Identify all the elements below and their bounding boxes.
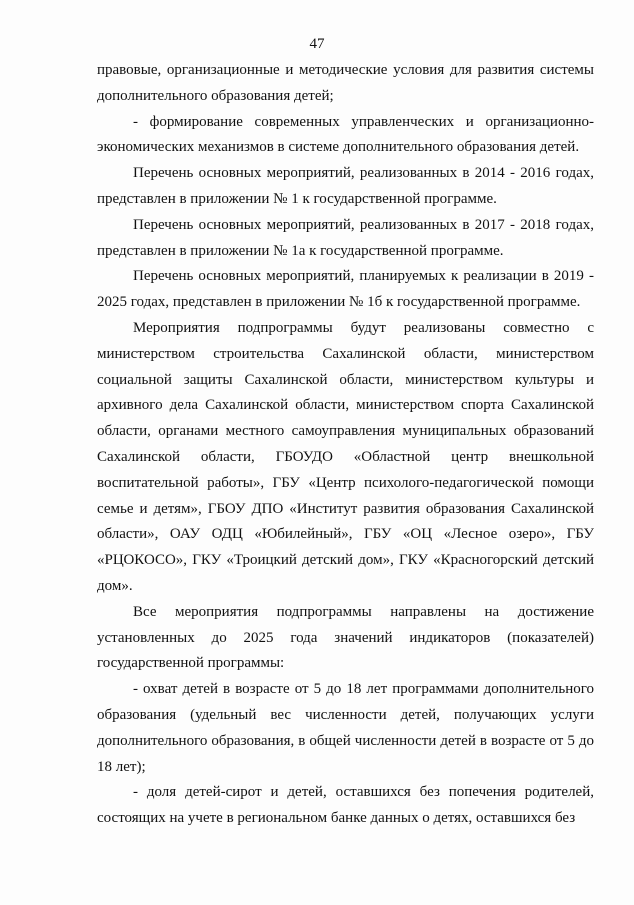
paragraph-indicator-coverage: - охват детей в возрасте от 5 до 18 лет программами дополнительного образования (удельный вес численности детей, получающих услуги дополнительного образования, в общей численности детей в возрасте от 5 до 18 лет); xyxy=(97,681,594,775)
paragraph-activities-2014-2016: Перечень основных мероприятий, реализованных в 2014 - 2016 годах, представлен в приложении № 1 к государственной программе. xyxy=(97,165,594,207)
page-number: 47 xyxy=(309,36,325,52)
paragraph-activities-2017-2018: Перечень основных мероприятий, реализованных в 2017 - 2018 годах, представлен в приложении № 1а к государственной программе. xyxy=(97,216,594,259)
paragraph-mechanisms: - формирование современных управленческих и организационно-экономических механизмов в системе дополнительного образования детей. xyxy=(97,113,594,156)
paragraph-indicator-orphans: - доля детей-сирот и детей, оставшихся без попечения родителей, состоящих на учете в региональном банке данных о детях, оставшихся без xyxy=(97,784,594,827)
paragraph-partners: Мероприятия подпрограммы будут реализованы совместно с министерством строительства Сахалинской области, министерством социальной защиты Сахалинской области, министерством культуры и архивного дела Сахалинской области, министерством спорта Сахалинской области, органами местного самоуправления муниципальных образований Сахалинской области, ГБОУДО «Областной центр внешкольной воспитательной работы», ГБУ «Центр психолого-педагогической помощи семье и детям», ГБОУ ДПО «Институт развития образования Сахалинской области», ОАУ ОДЦ «Юбилейный», ГБУ «ОЦ «Лесное озеро», ГБУ «РЦОКОСО», ГКУ «Троицкий детский дом», ГКУ «Красногорский детский дом». xyxy=(97,319,594,594)
document-body xyxy=(97,58,594,832)
paragraph-conditions: правовые, организационные и методические условия для развития системы дополнительного образования детей; xyxy=(97,62,594,104)
paragraph-indicators-intro: Все мероприятия подпрограммы направлены на достижение установленных до 2025 года значений индикаторов (показателей) государственной программы: xyxy=(97,603,594,672)
paragraph-activities-2019-2025: Перечень основных мероприятий, планируемых к реализации в 2019 - 2025 годах, представлен в приложении № 1б к государственной программе. xyxy=(97,268,594,311)
